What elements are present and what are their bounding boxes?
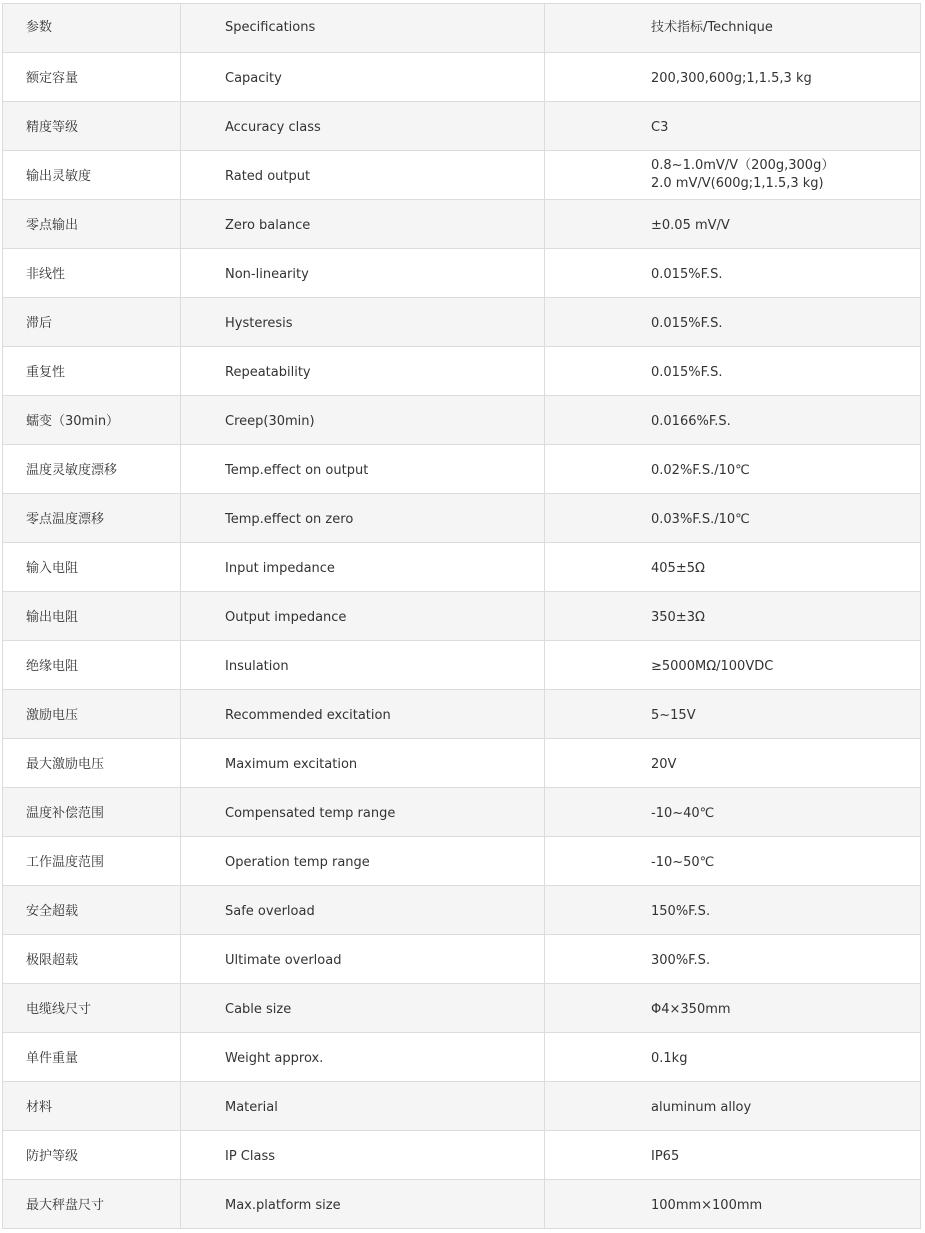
value-cell <box>545 347 921 396</box>
value-label: 0.015%F.S. <box>651 316 723 331</box>
spec-label: Temp.effect on output <box>225 463 369 478</box>
value-cell <box>545 151 921 200</box>
value-wrap <box>651 360 920 382</box>
param-label: 输出电阻 <box>26 610 79 625</box>
value-wrap <box>651 899 920 921</box>
spec-label: Max.platform size <box>225 1198 341 1213</box>
value-wrap <box>651 66 920 88</box>
spec-label: Accuracy class <box>225 120 321 135</box>
value-cell <box>545 445 921 494</box>
param-cell <box>3 53 181 102</box>
param-label: 极限超载 <box>26 953 79 968</box>
table-row <box>3 984 921 1033</box>
spec-label: Non-linearity <box>225 267 309 282</box>
table-row <box>3 151 921 200</box>
table-row <box>3 494 921 543</box>
param-label: 电缆线尺寸 <box>26 1002 92 1017</box>
spec-cell <box>181 396 545 445</box>
value-wrap <box>651 654 920 676</box>
spec-label: Operation temp range <box>225 855 370 870</box>
param-label: 单件重量 <box>26 1051 79 1066</box>
header-param-label: 参数 <box>26 20 53 35</box>
value-label: -10~50℃ <box>651 855 715 870</box>
spec-cell <box>181 984 545 1033</box>
value-cell <box>545 935 921 984</box>
table-row <box>3 102 921 151</box>
param-cell <box>3 837 181 886</box>
param-label: 防护等级 <box>26 1149 79 1164</box>
spec-cell <box>181 347 545 396</box>
value-label: 100mm×100mm <box>651 1198 763 1213</box>
param-label: 蠕变（30min） <box>26 414 120 429</box>
param-label: 额定容量 <box>26 71 79 86</box>
table-row <box>3 1131 921 1180</box>
table-row <box>3 1180 921 1229</box>
spec-label: Output impedance <box>225 610 347 625</box>
value-label: 0.0166%F.S. <box>651 414 731 429</box>
param-cell <box>3 445 181 494</box>
spec-cell <box>181 1082 545 1131</box>
spec-label: Maximum excitation <box>225 757 358 772</box>
param-label: 输出灵敏度 <box>26 169 92 184</box>
value-label: 150%F.S. <box>651 904 711 919</box>
value-wrap <box>651 115 920 137</box>
value-cell <box>545 886 921 935</box>
spec-label: Weight approx. <box>225 1051 324 1066</box>
value-wrap <box>651 948 920 970</box>
param-cell <box>3 298 181 347</box>
param-cell <box>3 396 181 445</box>
table-header-row <box>3 4 921 53</box>
value-cell <box>545 200 921 249</box>
table-row <box>3 641 921 690</box>
param-cell <box>3 1033 181 1082</box>
value-wrap <box>651 1144 920 1166</box>
value-cell <box>545 837 921 886</box>
spec-cell <box>181 249 545 298</box>
spec-label: Cable size <box>225 1002 292 1017</box>
table-row <box>3 543 921 592</box>
value-cell <box>545 298 921 347</box>
value-label: 0.015%F.S. <box>651 365 723 380</box>
spec-cell <box>181 788 545 837</box>
spec-cell <box>181 886 545 935</box>
value-label: 0.015%F.S. <box>651 267 723 282</box>
param-cell <box>3 200 181 249</box>
spec-cell <box>181 641 545 690</box>
value-cell <box>545 53 921 102</box>
spec-cell <box>181 739 545 788</box>
value-cell <box>545 788 921 837</box>
value-wrap <box>651 752 920 774</box>
value-label: 350±3Ω <box>651 610 705 625</box>
spec-table <box>2 3 921 1229</box>
value-cell <box>545 690 921 739</box>
param-cell <box>3 102 181 151</box>
spec-label: Creep(30min) <box>225 414 315 429</box>
param-label: 温度灵敏度漂移 <box>26 463 118 478</box>
value-label-line2: 2.0 mV/V(600g;1,1.5,3 kg) <box>651 176 824 191</box>
value-wrap <box>651 703 920 725</box>
param-cell <box>3 543 181 592</box>
spec-cell <box>181 592 545 641</box>
value-label: aluminum alloy <box>651 1100 752 1115</box>
table-row <box>3 592 921 641</box>
value-wrap <box>651 262 920 284</box>
spec-cell <box>181 935 545 984</box>
value-cell <box>545 1082 921 1131</box>
value-label: 0.03%F.S./10℃ <box>651 512 750 527</box>
spec-cell <box>181 1131 545 1180</box>
value-cell <box>545 1131 921 1180</box>
param-cell <box>3 1180 181 1229</box>
header-technique <box>545 4 921 53</box>
value-label: Φ4×350mm <box>651 1002 731 1017</box>
table-row <box>3 347 921 396</box>
value-wrap <box>651 605 920 627</box>
spec-label: Hysteresis <box>225 316 293 331</box>
value-label: ±0.05 mV/V <box>651 218 730 233</box>
spec-cell <box>181 690 545 739</box>
spec-table-body <box>3 4 921 1229</box>
value-label: IP65 <box>651 1149 680 1164</box>
spec-label: Input impedance <box>225 561 335 576</box>
param-label: 零点温度漂移 <box>26 512 105 527</box>
param-label: 材料 <box>26 1100 53 1115</box>
value-wrap <box>651 556 920 578</box>
table-row <box>3 739 921 788</box>
value-cell <box>545 641 921 690</box>
value-cell <box>545 1180 921 1229</box>
param-cell <box>3 249 181 298</box>
param-label: 工作温度范围 <box>26 855 105 870</box>
param-cell <box>3 641 181 690</box>
table-row <box>3 690 921 739</box>
param-cell <box>3 984 181 1033</box>
spec-label: Repeatability <box>225 365 311 380</box>
value-label: 0.02%F.S./10℃ <box>651 463 750 478</box>
param-cell <box>3 788 181 837</box>
value-label: 20V <box>651 757 677 772</box>
value-cell <box>545 249 921 298</box>
param-cell <box>3 347 181 396</box>
param-label: 重复性 <box>26 365 66 380</box>
table-row <box>3 886 921 935</box>
table-row <box>3 249 921 298</box>
table-row <box>3 200 921 249</box>
table-row <box>3 53 921 102</box>
spec-cell <box>181 837 545 886</box>
param-cell <box>3 151 181 200</box>
param-cell <box>3 690 181 739</box>
spec-label: Material <box>225 1100 278 1115</box>
value-cell <box>545 543 921 592</box>
value-cell <box>545 1033 921 1082</box>
param-cell <box>3 1082 181 1131</box>
param-label: 最大激励电压 <box>26 757 105 772</box>
spec-label: Temp.effect on zero <box>225 512 354 527</box>
value-wrap <box>651 1095 920 1117</box>
spec-label: Capacity <box>225 71 282 86</box>
spec-cell <box>181 102 545 151</box>
table-row <box>3 935 921 984</box>
value-cell <box>545 102 921 151</box>
value-wrap <box>651 801 920 823</box>
value-wrap <box>651 850 920 872</box>
value-cell <box>545 739 921 788</box>
param-label: 绝缘电阻 <box>26 659 79 674</box>
spec-cell <box>181 494 545 543</box>
param-cell <box>3 886 181 935</box>
table-row <box>3 1033 921 1082</box>
value-wrap <box>651 1046 920 1068</box>
value-label: 200,300,600g;1,1.5,3 kg <box>651 71 812 86</box>
param-cell <box>3 935 181 984</box>
spec-label: Insulation <box>225 659 289 674</box>
value-label: 0.1kg <box>651 1051 688 1066</box>
param-label: 零点输出 <box>26 218 79 233</box>
table-row <box>3 837 921 886</box>
spec-cell <box>181 151 545 200</box>
table-row <box>3 298 921 347</box>
param-label: 温度补偿范围 <box>26 806 105 821</box>
value-label: -10~40℃ <box>651 806 715 821</box>
param-cell <box>3 494 181 543</box>
value-label: ≥5000MΩ/100VDC <box>651 659 774 674</box>
value-wrap <box>651 997 920 1019</box>
header-param <box>3 4 181 53</box>
value-wrap <box>651 409 920 431</box>
param-cell <box>3 739 181 788</box>
spec-label: IP Class <box>225 1149 276 1164</box>
table-row <box>3 445 921 494</box>
value-wrap <box>651 507 920 529</box>
value-cell <box>545 592 921 641</box>
value-label: 5~15V <box>651 708 696 723</box>
header-specifications-label: Specifications <box>225 20 316 35</box>
header-specifications <box>181 4 545 53</box>
param-label: 最大秤盘尺寸 <box>26 1198 105 1213</box>
spec-cell <box>181 543 545 592</box>
param-cell <box>3 1131 181 1180</box>
spec-cell <box>181 1033 545 1082</box>
value-wrap <box>651 311 920 333</box>
spec-label: Compensated temp range <box>225 806 396 821</box>
spec-label: Rated output <box>225 169 311 184</box>
value-cell <box>545 494 921 543</box>
value-wrap <box>651 213 920 235</box>
spec-label: Zero balance <box>225 218 311 233</box>
param-label: 精度等级 <box>26 120 79 135</box>
spec-label: Recommended excitation <box>225 708 391 723</box>
param-label: 输入电阻 <box>26 561 79 576</box>
spec-cell <box>181 298 545 347</box>
param-label: 安全超载 <box>26 904 79 919</box>
spec-label: Ultimate overload <box>225 953 342 968</box>
param-label: 非线性 <box>26 267 66 282</box>
param-label: 滞后 <box>26 316 53 331</box>
value-label: C3 <box>651 120 669 135</box>
value-wrap <box>651 458 920 480</box>
param-label: 激励电压 <box>26 708 79 723</box>
value-label: 0.8~1.0mV/V（200g,300g） <box>651 158 835 173</box>
value-wrap <box>651 157 920 193</box>
table-row <box>3 788 921 837</box>
table-row <box>3 396 921 445</box>
param-cell <box>3 592 181 641</box>
value-label: 300%F.S. <box>651 953 711 968</box>
header-technique-label: 技术指标/Technique <box>651 20 773 35</box>
spec-cell <box>181 200 545 249</box>
spec-label: Safe overload <box>225 904 315 919</box>
value-wrap <box>651 1193 920 1215</box>
value-cell <box>545 984 921 1033</box>
value-label: 405±5Ω <box>651 561 705 576</box>
table-row <box>3 1082 921 1131</box>
value-cell <box>545 396 921 445</box>
spec-cell <box>181 53 545 102</box>
spec-cell <box>181 445 545 494</box>
spec-cell <box>181 1180 545 1229</box>
